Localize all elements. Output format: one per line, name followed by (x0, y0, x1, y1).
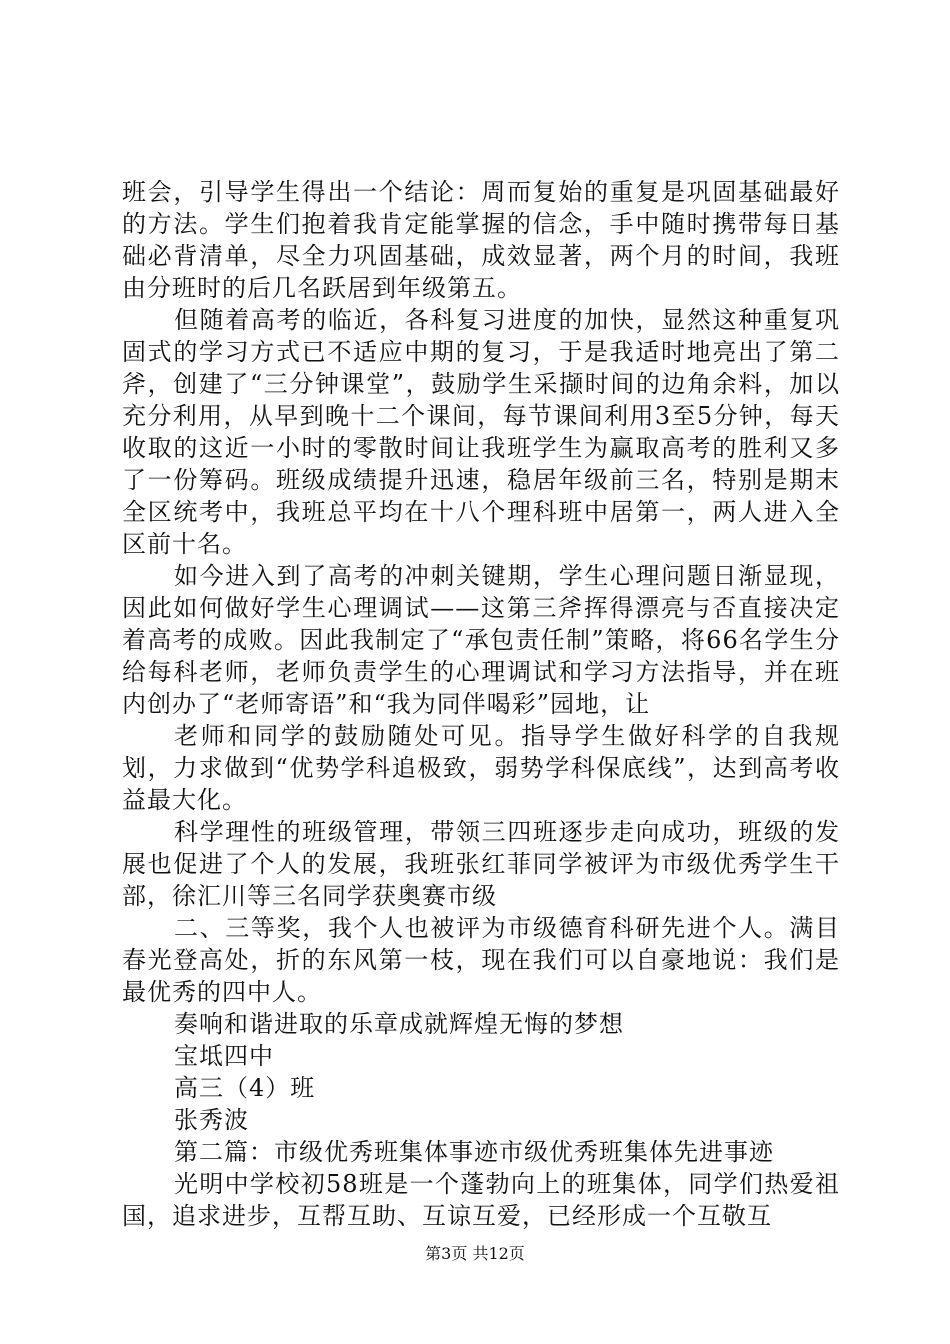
class-name: 高三（4）班 (174, 1074, 316, 1102)
paragraph-4: 老师和同学的鼓励随处可见。指导学生做好科学的自我规划，力求做到“优势学科追极致，弱势学科保底线”，达到高考收益最大化。 (122, 722, 840, 814)
section-title: 奏响和谐进取的乐章成就辉煌无悔的梦想 (174, 1010, 624, 1038)
paragraph-2: 但随着高考的临近，各科复习进度的加快，显然这种重复巩固式的学习方式已不适应中期的复习，于是我适时地亮出了第二斧，创建了“三分钟课堂”，鼓励学生采撷时间的边角余料，加以充分利用，从早到晚十二个课间，每节课间利用3至5分钟，每天收取的这近一小时的零散时间让我班学生为赢取高考的胜利又多了一份筹码。班级成绩提升迅速，稳居年级前三名，特别是期末全区统考中，我班总平均在十八个理科班中居第一，两人进入全区前十名。 (122, 306, 840, 558)
school-name: 宝坻四中 (174, 1042, 274, 1070)
author-name: 张秀波 (174, 1106, 249, 1134)
page-footer: 第3页 共12页 (425, 1244, 525, 1263)
paragraph-3: 如今进入到了高考的冲刺关键期，学生心理问题日渐显现，因此如何做好学生心理调试——这第三斧挥得漂亮与否直接决定着高考的成败。因此我制定了“承包责任制”策略，将66名学生分给每科老师，老师负责学生的心理调试和学习方法指导，并在班内创办了“老师寄语”和“我为同伴喝彩”园地，让 (122, 562, 840, 718)
document-body (122, 176, 840, 1232)
paragraph-6: 二、三等奖，我个人也被评为市级德育科研先进个人。满目春光登高处，折的东风第一枝，现在我们可以自豪地说：我们是最优秀的四中人。 (122, 914, 840, 1006)
chapter-heading: 第二篇：市级优秀班集体事迹市级优秀班集体先进事迹 (174, 1138, 774, 1166)
paragraph-1: 班会，引导学生得出一个结论：周而复始的重复是巩固基础最好的方法。学生们抱着我肯定能掌握的信念，手中随时携带每日基础必背清单，尽全力巩固基础，成效显著，两个月的时间，我班由分班时的后几名跃居到年级第五。 (122, 178, 840, 302)
paragraph-5: 科学理性的班级管理，带领三四班逐步走向成功，班级的发展也促进了个人的发展，我班张红菲同学被评为市级优秀学生干部，徐汇川等三名同学获奥赛市级 (122, 818, 840, 910)
paragraph-7: 光明中学校初58班是一个蓬勃向上的班集体，同学们热爱祖国，追求进步，互帮互助、互谅互爱，已经形成一个互敬互 (122, 1170, 840, 1230)
